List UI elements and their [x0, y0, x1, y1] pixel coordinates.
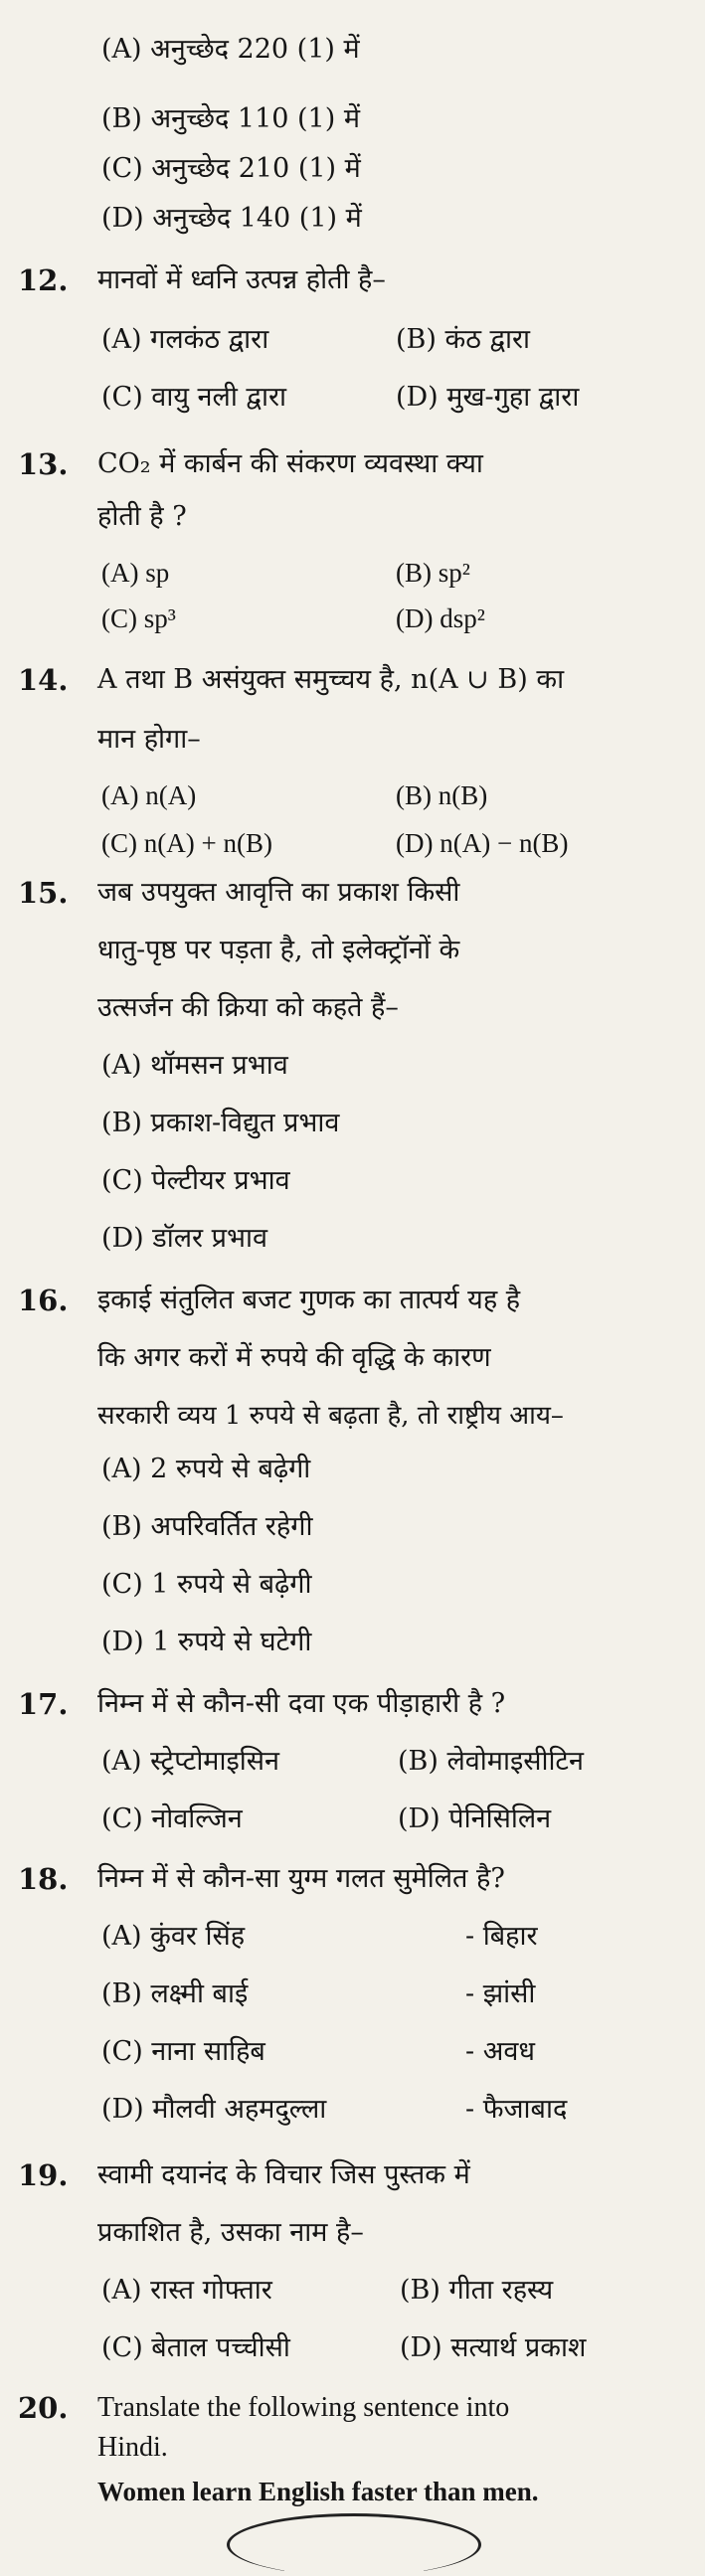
q19-text-line2: प्रकाशित है, उसका नाम है–: [97, 2217, 364, 2248]
q12-option-d: (D) मुख-गुहा द्वारा: [396, 382, 580, 413]
q16-text-line3: सरकारी व्यय 1 रुपये से बढ़ता है, तो राष्ट्रीय आय–: [97, 1401, 564, 1431]
q19-option-a: (A) रास्त गोफ्तार: [101, 2275, 272, 2306]
q16-option-a: (A) 2 रुपये से बढ़ेगी: [101, 1454, 311, 1484]
q15-option-d: (D) डॉलर प्रभाव: [101, 1223, 268, 1254]
q13-option-d: (D) dsp²: [396, 603, 485, 633]
q18-pair-c-left: (C) नाना साहिब: [101, 2036, 265, 2067]
q19-number: 19.: [18, 2158, 69, 2192]
q18-pair-d-left: (D) मौलवी अहमदुल्ला: [101, 2094, 327, 2125]
q14-option-b: (B) n(B): [396, 780, 488, 810]
q19-option-b: (B) गीता रहस्य: [400, 2275, 554, 2306]
q13-option-a: (A) sp: [101, 558, 170, 588]
q17-option-b: (B) लेवोमाइसीटिन: [398, 1746, 585, 1777]
q16-option-b: (B) अपरिवर्तित रहेगी: [101, 1511, 313, 1542]
q13-text-line2: होती है ?: [97, 501, 187, 532]
q18-number: 18.: [18, 1862, 69, 1896]
q15-option-c: (C) पेल्टीयर प्रभाव: [101, 1165, 290, 1196]
q19-option-d: (D) सत्यार्थ प्रकाश: [400, 2332, 587, 2363]
q13-option-b: (B) sp²: [396, 558, 470, 588]
q11-option-c: (C) अनुच्छेद 210 (1) में: [101, 153, 361, 184]
q16-option-c: (C) 1 रुपये से बढ़ेगी: [101, 1569, 312, 1600]
q15-option-a: (A) थॉमसन प्रभाव: [101, 1050, 288, 1081]
q12-text: मानवों में ध्वनि उत्पन्न होती है–: [97, 264, 386, 295]
q18-pair-b-left: (B) लक्ष्मी बाई: [101, 1978, 249, 2009]
q19-text-line1: स्वामी दयानंद के विचार जिस पुस्तक में: [97, 2159, 470, 2190]
q16-option-d: (D) 1 रुपये से घटेगी: [101, 1627, 312, 1657]
q13-text-line1: CO₂ में कार्बन की संकरण व्यवस्था क्या: [97, 448, 483, 479]
q16-number: 16.: [18, 1284, 69, 1317]
q11-option-a: (A) अनुच्छेद 220 (1) में: [101, 34, 360, 65]
q18-pair-b-right: - झांसी: [465, 1978, 536, 2009]
q13-number: 13.: [18, 447, 69, 481]
q17-option-a: (A) स्ट्रेप्टोमाइसिन: [101, 1746, 279, 1777]
q16-text-line1: इकाई संतुलित बजट गुणक का तात्पर्य यह है: [97, 1285, 521, 1315]
q16-text-line2: कि अगर करों में रुपये की वृद्धि के कारण: [97, 1342, 491, 1373]
q20-sentence: Women learn English faster than men.: [97, 2477, 539, 2506]
q12-option-b: (B) कंठ द्वारा: [396, 324, 531, 355]
q14-number: 14.: [18, 663, 69, 697]
q14-option-c: (C) n(A) + n(B): [101, 828, 272, 858]
q15-text-line1: जब उपयुक्त आवृत्ति का प्रकाश किसी: [97, 877, 460, 908]
q20-text-line1: Translate the following sentence into: [97, 2392, 510, 2423]
q19-option-c: (C) बेताल पच्चीसी: [101, 2332, 290, 2363]
q17-option-c: (C) नोवल्जिन: [101, 1803, 243, 1834]
q18-text: निम्न में से कौन-सा युग्म गलत सुमेलित है?: [97, 1863, 505, 1894]
q18-pair-a-left: (A) कुंवर सिंह: [101, 1921, 246, 1952]
q12-number: 12.: [18, 263, 69, 297]
q15-text-line3: उत्सर्जन की क्रिया को कहते हैं–: [97, 992, 399, 1023]
q20-text-line2: Hindi.: [97, 2432, 168, 2463]
q18-pair-d-right: - फैजाबाद: [465, 2094, 568, 2125]
q12-option-c: (C) वायु नली द्वारा: [101, 382, 286, 413]
q11-option-d: (D) अनुच्छेद 140 (1) में: [101, 203, 362, 234]
q12-option-a: (A) गलकंठ द्वारा: [101, 324, 269, 355]
q15-number: 15.: [18, 876, 69, 910]
q15-option-b: (B) प्रकाश-विद्युत प्रभाव: [101, 1108, 340, 1138]
q18-pair-c-right: - अवध: [465, 2036, 535, 2067]
q18-pair-a-right: - बिहार: [465, 1921, 538, 1952]
q14-option-d: (D) n(A) − n(B): [396, 828, 569, 858]
q17-number: 17.: [18, 1687, 69, 1721]
q17-option-d: (D) पेनिसिलिन: [398, 1803, 552, 1834]
q14-text-line1: A तथा B असंयुक्त समुच्चय है, n(A ∪ B) का: [97, 664, 565, 695]
q20-number: 20.: [18, 2391, 69, 2425]
q17-text: निम्न में से कौन-सी दवा एक पीड़ाहारी है ?: [97, 1688, 506, 1719]
q15-text-line2: धातु-पृष्ठ पर पड़ता है, तो इलेक्ट्रॉनों के: [97, 935, 460, 965]
q11-option-b: (B) अनुच्छेद 110 (1) में: [101, 103, 360, 134]
q14-option-a: (A) n(A): [101, 780, 197, 810]
q13-option-c: (C) sp³: [101, 603, 176, 633]
q14-text-line2: मान होगा–: [97, 724, 201, 755]
